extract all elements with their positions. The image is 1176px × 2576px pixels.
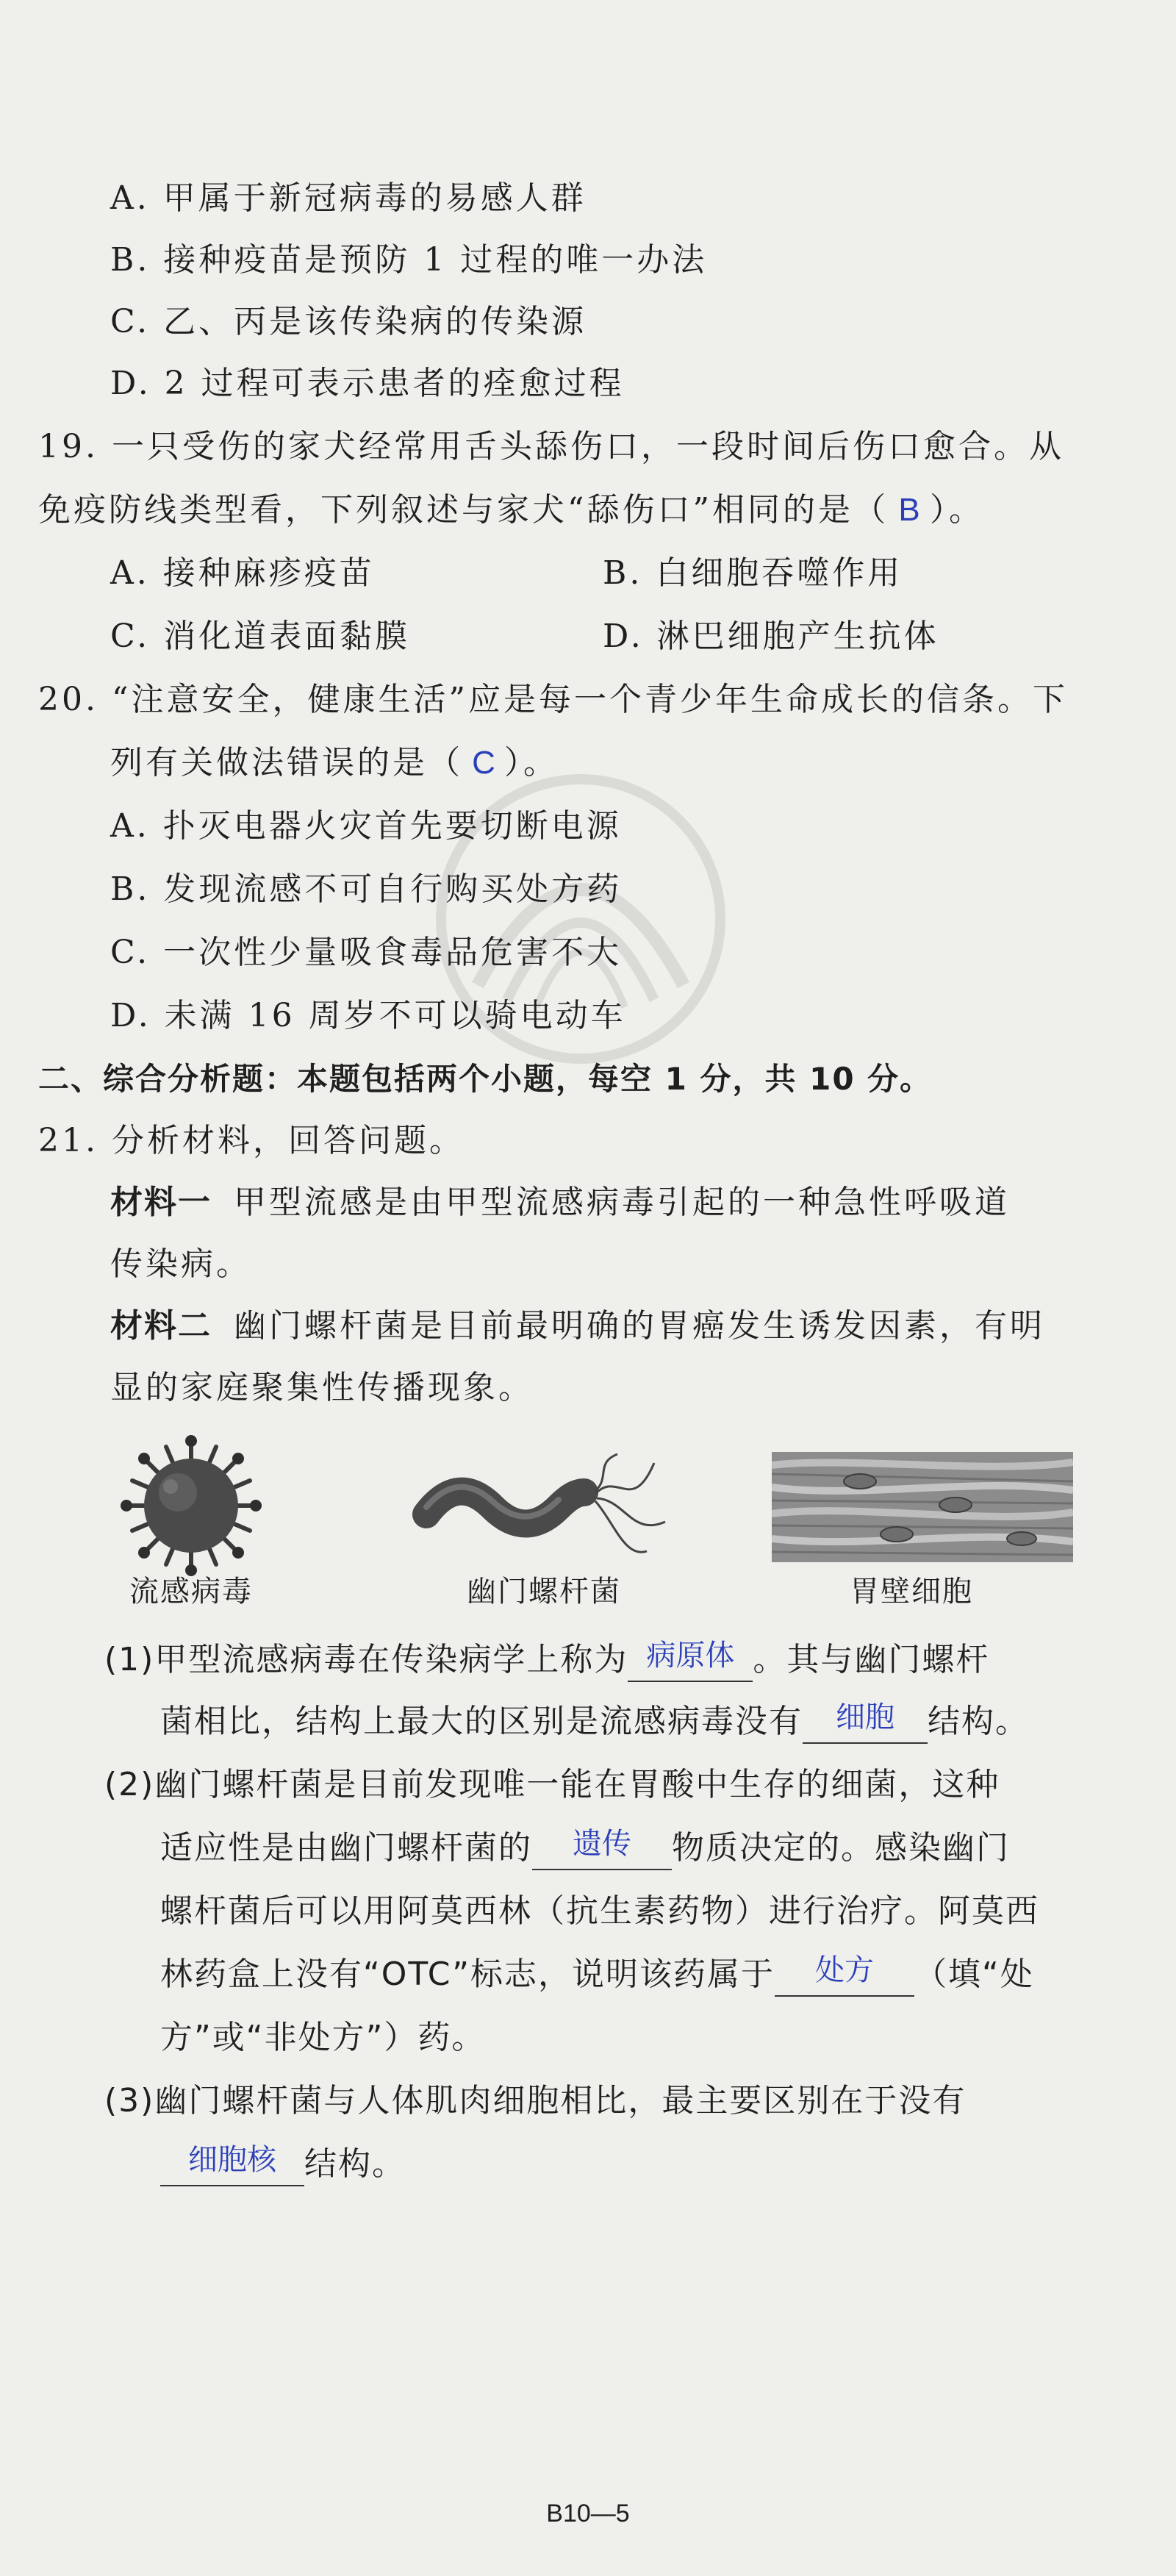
influenza-virus-illustration xyxy=(110,1432,272,1579)
q19-option-a: A. 接种麻疹疫苗 xyxy=(110,554,375,592)
q19-option-c: C. 消化道表面黏膜 xyxy=(110,618,411,655)
q21-material2-line1: 材料二 幽门螺杆菌是目前最明确的胃癌发生诱发因素，有明 xyxy=(110,1307,1045,1345)
q20-answer: C xyxy=(472,745,495,781)
q21-sub1-line2: 菌相比，结构上最大的区别是流感病毒没有 细胞 结构。 xyxy=(160,1700,1029,1744)
q21-sub2-line2: 适应性是由幽门螺杆菌的 遗传 物质决定的。感染幽门 xyxy=(160,1826,1010,1870)
q21-sub1-line1: (1)甲型流感病毒在传染病学上称为 病原体 。其与幽门螺杆 xyxy=(104,1638,989,1682)
q19-option-b: B. 白细胞吞噬作用 xyxy=(603,554,903,592)
q19-answer: B xyxy=(898,492,920,528)
answer-blank-genetic: 遗传 xyxy=(532,1831,672,1870)
caption-virus: 流感病毒 xyxy=(129,1575,253,1609)
answer-blank-nucleus: 细胞核 xyxy=(160,2147,304,2186)
q18-option-b: B. 接种疫苗是预防 1 过程的唯一办法 xyxy=(110,241,708,279)
q19-stem-line2: 免疫防线类型看，下列叙述与家犬“舔伤口”相同的是（ B ）。 xyxy=(38,488,984,532)
stomach-wall-cells-illustration xyxy=(772,1452,1073,1562)
material2-label: 材料二 xyxy=(110,1307,212,1345)
q20-option-c: C. 一次性少量吸食毒品危害不大 xyxy=(110,934,623,971)
q20-stem-line2: 列有关做法错误的是（ C ）。 xyxy=(110,741,559,785)
q20-option-d: D. 未满 16 周岁不可以骑电动车 xyxy=(110,997,626,1034)
q21-sub2-line1: (2)幽门螺杆菌是目前发现唯一能在胃酸中生存的细菌，这种 xyxy=(104,1766,1000,1803)
q20-option-a: A. 扑灭电器火灾首先要切断电源 xyxy=(110,807,622,845)
caption-stomach-cells: 胃壁细胞 xyxy=(850,1575,973,1609)
material1-label: 材料一 xyxy=(110,1184,212,1221)
q21-sub3-line2: 细胞核 结构。 xyxy=(160,2142,406,2186)
q21-sub2-line4: 林药盒上没有“OTC”标志，说明该药属于 处方 （填“处 xyxy=(160,1953,1034,1997)
answer-blank-prescription: 处方 xyxy=(775,1957,914,1997)
q18-option-c: C. 乙、丙是该传染病的传染源 xyxy=(110,303,587,340)
helicobacter-pylori-illustration xyxy=(412,1448,676,1573)
q21-material2-line2: 显的家庭聚集性传播现象。 xyxy=(110,1369,534,1406)
q21-sub2-line5: 方”或“非处方”）药。 xyxy=(160,2019,486,2056)
q21-material1-line2: 传染病。 xyxy=(110,1245,251,1283)
answer-blank-pathogen: 病原体 xyxy=(628,1642,753,1682)
section2-title: 二、综合分析题：本题包括两个小题，每空 1 分，共 10 分。 xyxy=(38,1061,933,1097)
q19-option-d: D. 淋巴细胞产生抗体 xyxy=(603,618,939,655)
answer-blank-cell: 细胞 xyxy=(803,1704,928,1744)
q18-option-d: D. 2 过程可表示患者的痊愈过程 xyxy=(110,365,625,402)
q19-stem-line1: 19. 一只受伤的家犬经常用舌头舔伤口，一段时间后伤口愈合。从 xyxy=(38,428,1064,465)
q21-material1-line1: 材料一 甲型流感是由甲型流感病毒引起的一种急性呼吸道 xyxy=(110,1184,1010,1221)
q18-option-a: A. 甲属于新冠病毒的易感人群 xyxy=(110,179,587,217)
q21-sub2-line3: 螺杆菌后可以用阿莫西林（抗生素药物）进行治疗。阿莫西 xyxy=(160,1892,1039,1930)
q20-stem-line1: 20. “注意安全，健康生活”应是每一个青少年生命成长的信条。下 xyxy=(38,681,1068,718)
q21-stem: 21. 分析材料，回答问题。 xyxy=(38,1122,465,1159)
page-number: B10—5 xyxy=(546,2500,630,2527)
caption-bacterium: 幽门螺杆菌 xyxy=(467,1575,621,1609)
q20-option-b: B. 发现流感不可自行购买处方药 xyxy=(110,870,623,908)
q21-sub3-line1: (3)幽门螺杆菌与人体肌肉细胞相比，最主要区别在于没有 xyxy=(104,2082,967,2119)
